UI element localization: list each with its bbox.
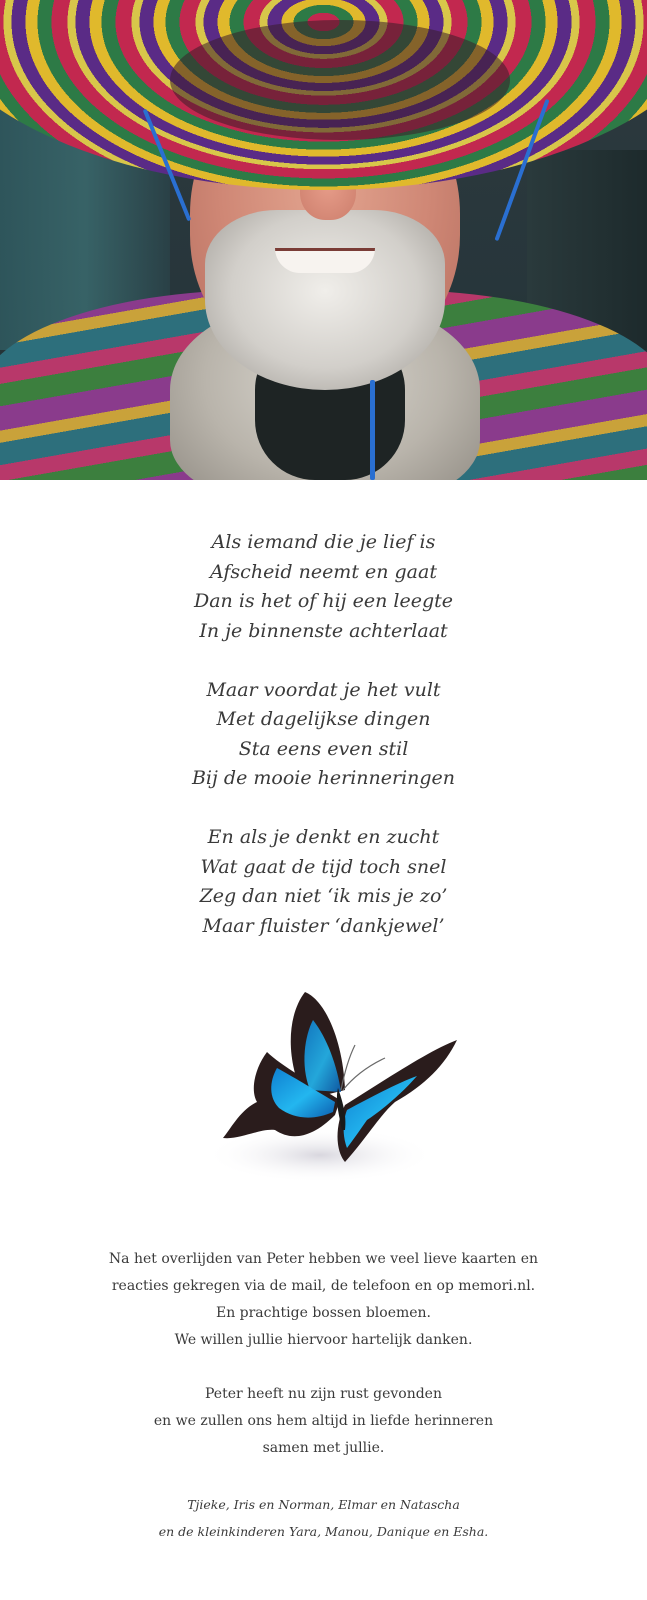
signatures bbox=[0, 1491, 647, 1545]
poem-line: In je binnenste achterlaat bbox=[199, 619, 448, 642]
thanks-line: Peter heeft nu zijn rust gevonden bbox=[205, 1386, 442, 1402]
poem-line: Zeg dan niet ‘ik mis je zo’ bbox=[199, 885, 448, 907]
poem-line: Als iemand die je lief is bbox=[211, 531, 436, 553]
hat-cord-center bbox=[370, 380, 375, 480]
thanks-line: We willen jullie hiervoor hartelijk danken. bbox=[174, 1332, 473, 1348]
poem-line: Met dagelijkse dingen bbox=[216, 708, 431, 730]
signature-line: Tjieke, Iris en Norman, Elmar en Natascha bbox=[187, 1497, 460, 1512]
beard bbox=[205, 210, 445, 390]
poem-line: Maar fluister ‘dankjewel’ bbox=[202, 914, 445, 937]
poem-stanza bbox=[0, 676, 647, 794]
poem-stanza bbox=[0, 823, 647, 941]
poem-line: Dan is het of hij een leegte bbox=[194, 590, 453, 612]
poem bbox=[0, 528, 647, 941]
thanks-line: en we zullen ons hem altijd in liefde herinneren bbox=[153, 1413, 494, 1429]
signature-line: en de kleinkinderen Yara, Manou, Danique en Esha. bbox=[158, 1524, 489, 1539]
thank-you-message bbox=[0, 1246, 647, 1489]
thanks-line: samen met jullie. bbox=[262, 1440, 385, 1456]
poem-stanza bbox=[0, 528, 647, 646]
butterfly-icon bbox=[195, 990, 475, 1200]
poem-line: Wat gaat de tijd toch snel bbox=[200, 855, 447, 878]
thanks-paragraph bbox=[0, 1246, 647, 1354]
thanks-line: reacties gekregen via de mail, de telefoon en op memori.nl. bbox=[111, 1278, 536, 1294]
portrait-photo bbox=[0, 0, 647, 480]
hat-crown bbox=[170, 20, 510, 140]
poem-line: Afscheid neemt en gaat bbox=[210, 560, 437, 583]
thanks-line: En prachtige bossen bloemen. bbox=[215, 1305, 432, 1321]
smile bbox=[275, 248, 375, 273]
poem-line: Bij de mooie herinneringen bbox=[191, 767, 456, 789]
poem-line: Sta eens even stil bbox=[238, 737, 409, 760]
poem-line: Maar voordat je het vult bbox=[206, 678, 441, 701]
thanks-line: Na het overlijden van Peter hebben we veel lieve kaarten en bbox=[108, 1251, 539, 1267]
poem-line: En als je denkt en zucht bbox=[207, 826, 440, 848]
thanks-paragraph bbox=[0, 1381, 647, 1462]
